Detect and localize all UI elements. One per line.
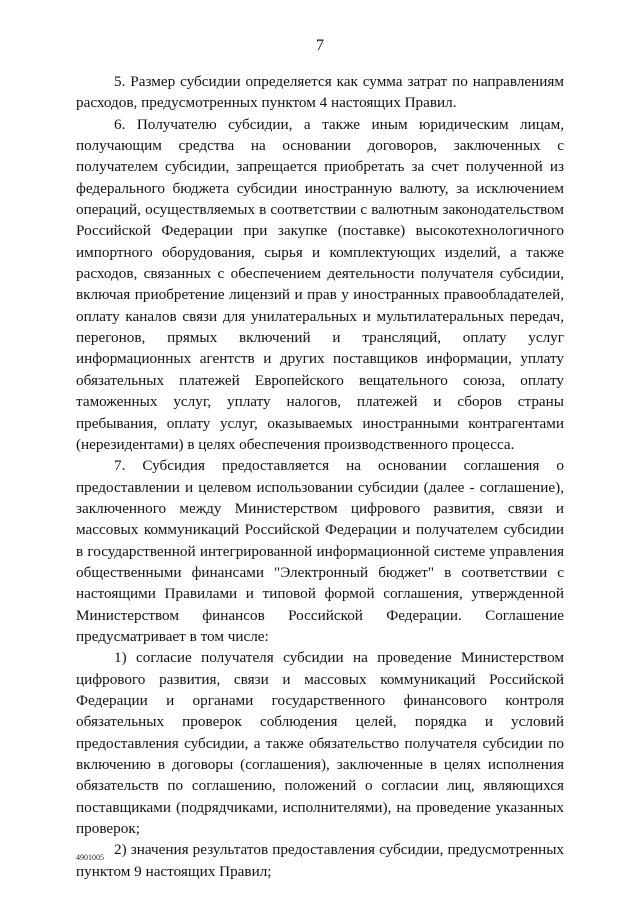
document-body [76, 71, 564, 882]
paragraph-7-item-2: 2) значения результатов предоставления субсидии, предусмотренных пунктом 9 настоящих Правил; [76, 841, 564, 880]
page-number: 7 [316, 37, 324, 54]
paragraph-6: 6. Получателю субсидии, а также иным юридическим лицам, получающим средства на основании договоров, заключенных с получателем субсидии, запрещается приобретать за счет полученной из федерального бюджета субсидии иностранную валюту, за исключением операций, осуществляемых в соответствии с валютным законодательством Российской Федерации при закупке (поставке) высокотехнологичного импортного оборудования, сырья и комплектующих изделий, а также расходов, связанных с обеспечением деятельности получателя субсидии, включая приобретение лицензий и прав у иностранных правообладателей, оплату каналов связи для унилатеральных и мультилатеральных передач, перегонов, прямых включений и трансляций, оплату услуг информационных агентств и других поставщиков информации, уплату обязательных платежей Европейского вещательного союза, оплату таможенных услуг, уплату налогов, платежей и сборов страны пребывания, оплату услуг, оказываемых иностранными контрагентами (нерезидентами) в целях обеспечения производственного процесса. [76, 115, 564, 453]
document-id: 4901005 [76, 853, 104, 862]
paragraph-7-item-1: 1) согласие получателя субсидии на проведение Министерством цифрового развития, связи и массовых коммуникаций Российской Федерации и органами государственного финансового контроля обязательных проверок соблюдения целей, порядка и условий предоставления субсидии, а также обязательство получателя субсидии по включению в договоры (соглашения), заключенные в целях исполнения обязательств по соглашению, положений о согласии лиц, являющихся поставщиками (подрядчиками, исполнителями), на проведение указанных проверок; [76, 649, 564, 838]
paragraph-7: 7. Субсидия предоставляется на основании соглашения о предоставлении и целевом использовании субсидии (далее - соглашение), заключенного между Министерством цифрового развития, связи и массовых коммуникаций Российской Федерации и получателем субсидии в государственной интегрированной информационной системе управления общественными финансами "Электронный бюджет" в соответствии с настоящими Правилами и типовой формой соглашения, утвержденной Министерством финансов Российской Федерации. Соглашение предусматривает в том числе: [76, 457, 564, 645]
paragraph-5: 5. Размер субсидии определяется как сумма затрат по направлениям расходов, предусмотренных пунктом 4 настоящих Правил. [76, 73, 564, 112]
